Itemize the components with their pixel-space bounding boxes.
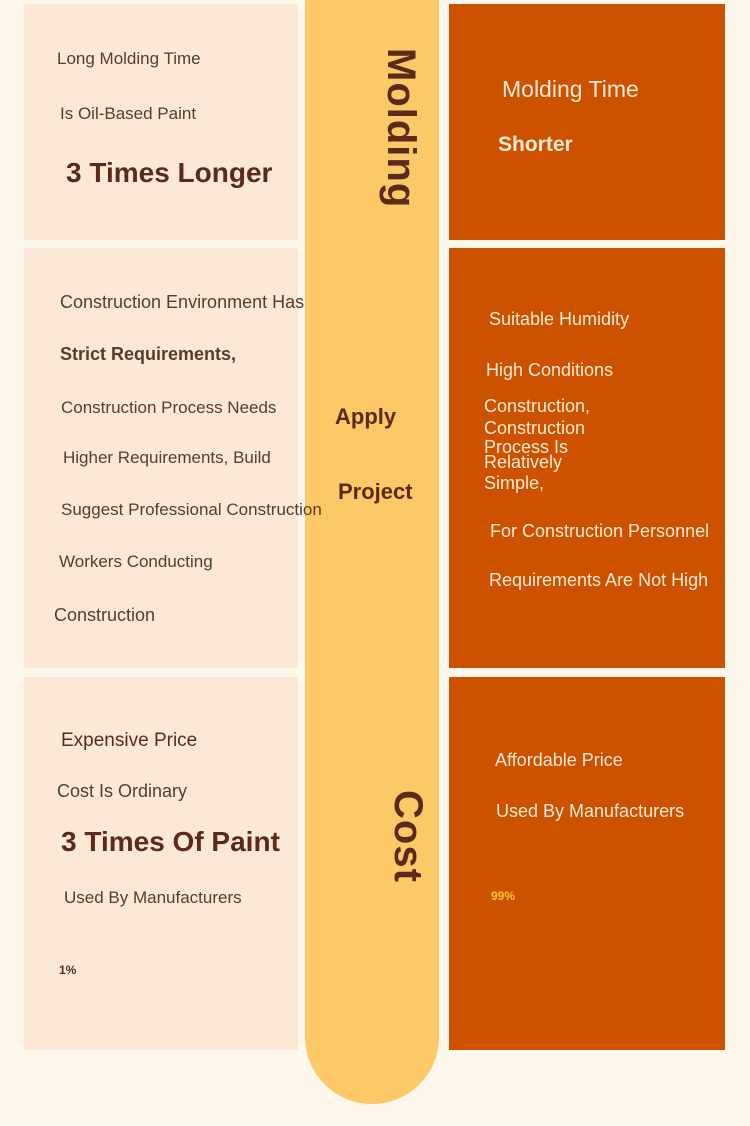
cost-right-line2: Used By Manufacturers bbox=[496, 801, 685, 821]
molding-left-line1: Long Molding Time bbox=[57, 49, 201, 68]
apply-left-line3: Construction Process Needs bbox=[61, 398, 277, 417]
cost-label: Cost bbox=[386, 790, 430, 883]
apply-right-line2: High Conditions bbox=[486, 360, 614, 380]
cost-right-panel bbox=[449, 677, 725, 1050]
cost-left-line3: Used By Manufacturers bbox=[64, 888, 242, 907]
project-label: Project bbox=[338, 479, 413, 504]
cost-left-line1: Expensive Price bbox=[61, 730, 198, 751]
apply-right-line8: For Construction Personnel bbox=[490, 521, 710, 541]
cost-left-line2: Cost Is Ordinary bbox=[57, 781, 188, 801]
molding-right-highlight: Shorter bbox=[498, 133, 573, 156]
molding-left-highlight: 3 Times Longer bbox=[66, 157, 273, 188]
apply-left-line1: Construction Environment Has bbox=[60, 292, 305, 312]
molding-right-line1: Molding Time bbox=[502, 76, 639, 102]
apply-right-line9: Requirements Are Not High bbox=[489, 570, 709, 590]
molding-right-panel bbox=[449, 4, 725, 240]
apply-right-line7: Simple, bbox=[484, 473, 545, 493]
apply-label: Apply bbox=[335, 404, 397, 429]
cost-left-percent: 1% bbox=[59, 963, 77, 977]
cost-right-percent: 99% bbox=[491, 889, 516, 903]
apply-left-line4: Higher Requirements, Build bbox=[63, 448, 271, 467]
apply-right-clip bbox=[449, 500, 725, 600]
molding-left-line2: Is Oil-Based Paint bbox=[60, 104, 197, 123]
molding-label: Molding bbox=[379, 48, 423, 209]
cost-right-line1: Affordable Price bbox=[495, 750, 623, 770]
apply-right-line6: Relatively bbox=[484, 452, 563, 472]
apply-right-line1: Suitable Humidity bbox=[489, 309, 630, 329]
apply-left-line5: Suggest Professional Construction bbox=[61, 500, 322, 519]
apply-left-line2: Strict Requirements, bbox=[60, 344, 237, 364]
apply-left-line7: Construction bbox=[54, 605, 156, 625]
apply-right-line5: Process Is bbox=[484, 437, 569, 457]
apply-left-line6: Workers Conducting bbox=[59, 552, 213, 571]
cost-left-highlight: 3 Times Of Paint bbox=[61, 826, 280, 857]
apply-right-line4: Construction bbox=[484, 418, 586, 438]
apply-right-line3: Construction, bbox=[484, 396, 591, 416]
